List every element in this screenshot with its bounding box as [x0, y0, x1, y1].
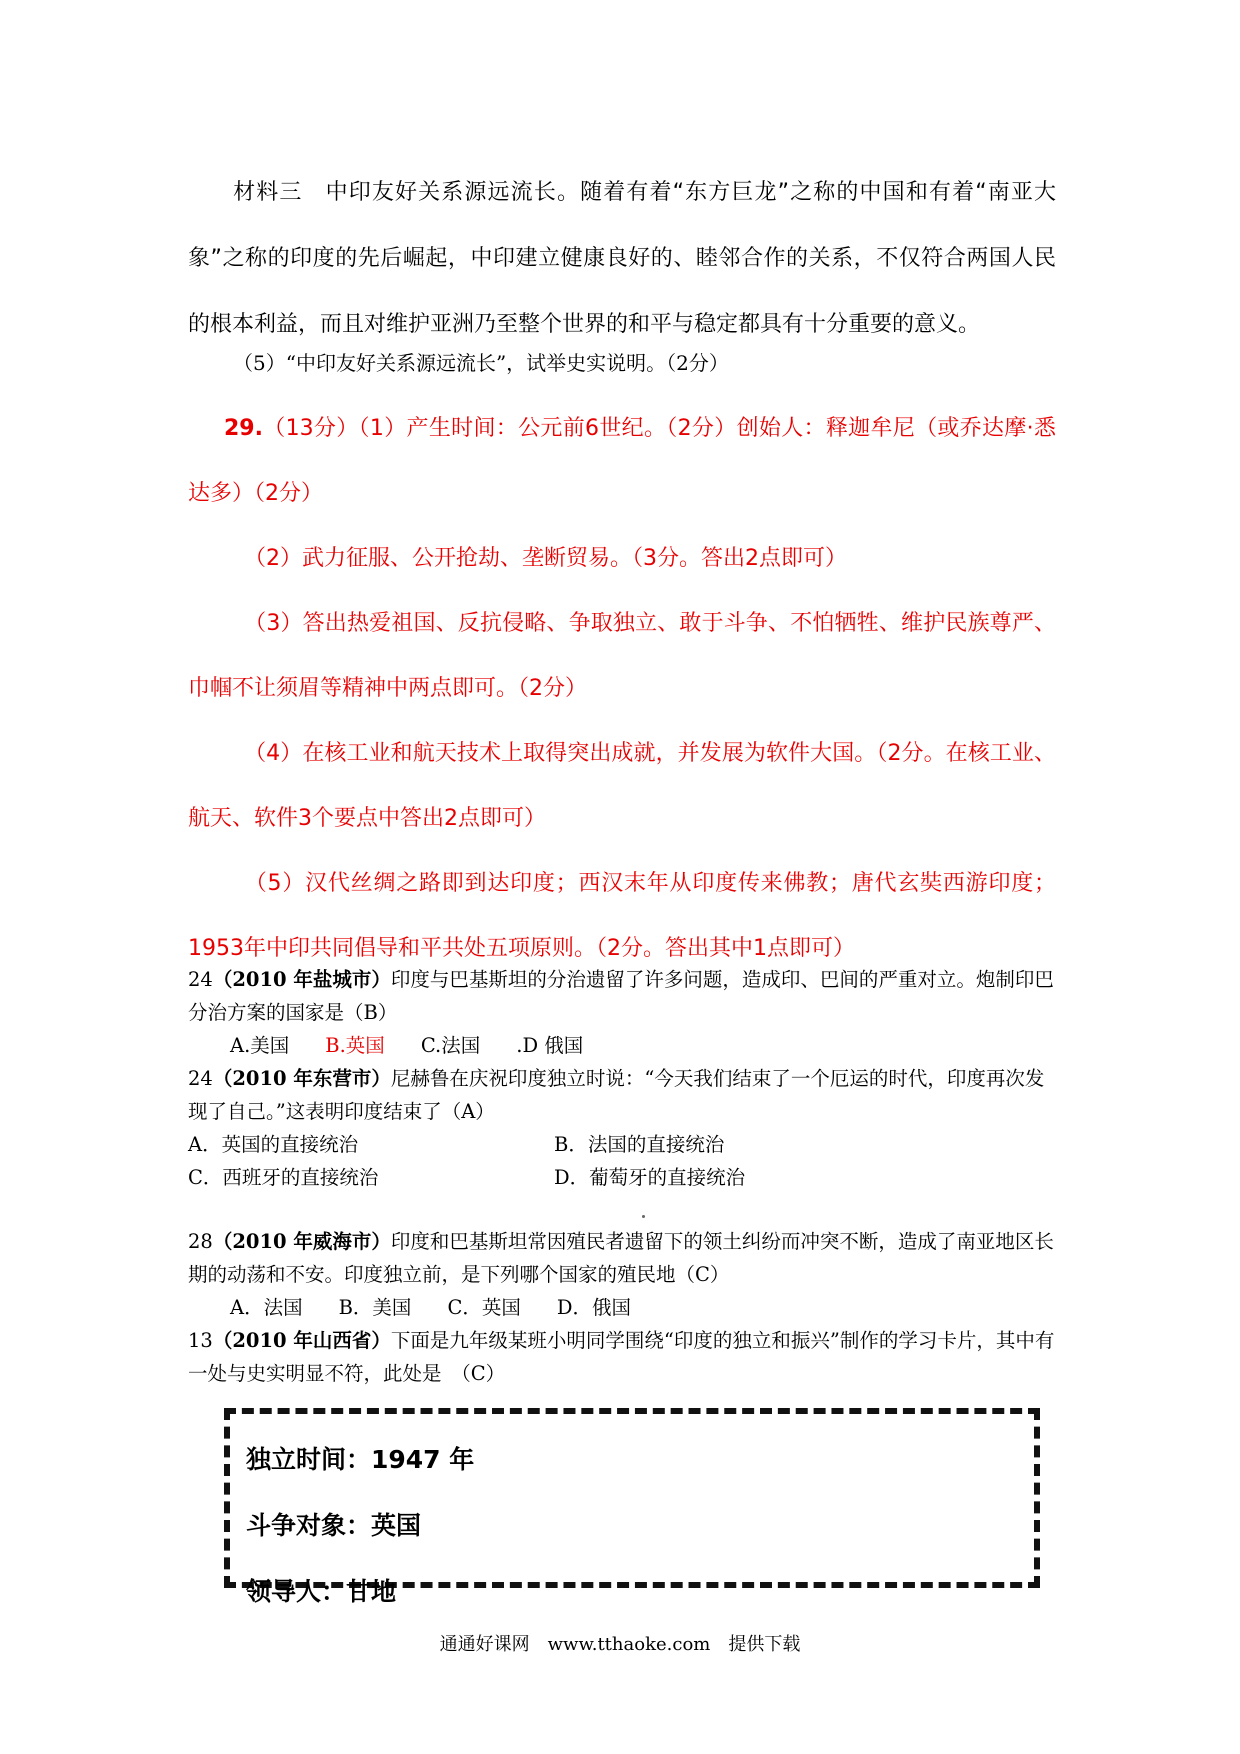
- option-a: A.美国: [230, 1034, 290, 1057]
- question-options: [188, 1128, 1056, 1194]
- answer-part-3: （3）答出热爱祖国、反抗侵略、争取独立、敢于斗争、不怕牺牲、维护民族尊严、巾帼不让须眉等精神中两点即可。（2分）: [188, 611, 1056, 701]
- option-d: D．葡萄牙的直接统治: [554, 1166, 746, 1189]
- question-options: [188, 1029, 1056, 1062]
- question-stem: 13（2010 年山西省）下面是九年级某班小明同学围绕“印度的独立和振兴”制作的学习卡片，其中有一处与史实明显不符，此处是 （C）: [188, 1329, 1055, 1385]
- card-row-leader: 领导人：甘地: [246, 1577, 397, 1606]
- card-row-struggle-target: 斗争对象：英国: [246, 1511, 422, 1540]
- answer-key: [188, 396, 1056, 981]
- exam-question-dongying: [188, 1062, 1056, 1194]
- question-stem: 24（2010 年东营市）尼赫鲁在庆祝印度独立时说：“今天我们结束了一个厄运的时代，印度再次发现了自己。”这表明印度结束了（A）: [188, 1067, 1045, 1123]
- question-options: [188, 1291, 1056, 1324]
- question-source: （2010 年威海市）: [212, 1230, 391, 1253]
- question-source: （2010 年山西省）: [212, 1329, 391, 1352]
- answer-part-2: （2）武力征服、公开抢劫、垄断贸易。（3分。答出2点即可）: [244, 546, 847, 571]
- card-row-independence-time: 独立时间：1947 年: [246, 1445, 475, 1474]
- question-5: （5）“中印友好关系源远流长”，试举史实说明。（2分）: [233, 351, 729, 375]
- study-card: [224, 1408, 1040, 1606]
- material-text: 材料三 中印友好关系源远流长。随着有着“东方巨龙”之称的中国和有着“南亚大象”之称的印度的先后崛起，中印建立健康良好的、睦邻合作的关系，不仅符合两国人民的根本利益，而且对维护亚洲乃至整个世界的和平与稳定都具有十分重要的意义。: [188, 180, 1056, 337]
- exam-question-yancheng: [188, 963, 1056, 1062]
- stray-dot: [642, 1215, 645, 1218]
- exam-question-shanxi: [188, 1324, 1056, 1390]
- option-d: .D 俄国: [516, 1034, 584, 1057]
- exam-question-weihai: [188, 1225, 1056, 1324]
- option-a: A．英国的直接统治: [188, 1133, 359, 1156]
- option-b-correct: B.英国: [325, 1034, 385, 1057]
- material-three: [188, 160, 1056, 358]
- answer-part-4: （4）在核工业和航天技术上取得突出成就，并发展为软件大国。（2分。在核工业、航天、软件3个要点中答出2点即可）: [188, 741, 1056, 831]
- question-stem: 28（2010 年威海市）印度和巴基斯坦常因殖民者遗留下的领土纠纷而冲突不断，造成了南亚地区长期的动荡和不安。印度独立前，是下列哪个国家的殖民地（C）: [188, 1230, 1054, 1286]
- question-stem: 24（2010 年盐城市）印度与巴基斯坦的分治遗留了许多问题，造成印、巴间的严重对立。炮制印巴分治方案的国家是（B）: [188, 968, 1054, 1024]
- answer-number: 29.: [224, 416, 263, 441]
- answer-part-5: （5）汉代丝绸之路即到达印度；西汉末年从印度传来佛教；唐代玄奘西游印度；1953年中印共同倡导和平共处五项原则。（2分。答出其中1点即可）: [188, 871, 1056, 961]
- option-b: B．美国: [338, 1296, 412, 1319]
- option-d: D．俄国: [556, 1296, 631, 1319]
- option-c: C.法国: [420, 1034, 481, 1057]
- option-b: B．法国的直接统治: [554, 1133, 725, 1156]
- page-footer: 通通好课网 www.tthaoke.com 提供下载: [439, 1634, 801, 1655]
- question-source: （2010 年盐城市）: [212, 968, 391, 991]
- option-c: C．英国: [447, 1296, 521, 1319]
- option-a: A．法国: [230, 1296, 303, 1319]
- option-c: C．西班牙的直接统治: [188, 1166, 379, 1189]
- answer-part-1: 29.（13分）（1）产生时间：公元前6世纪。（2分）创始人：释迦牟尼（或乔达摩·悉达多）（2分）: [188, 416, 1056, 506]
- question-source: （2010 年东营市）: [212, 1067, 391, 1090]
